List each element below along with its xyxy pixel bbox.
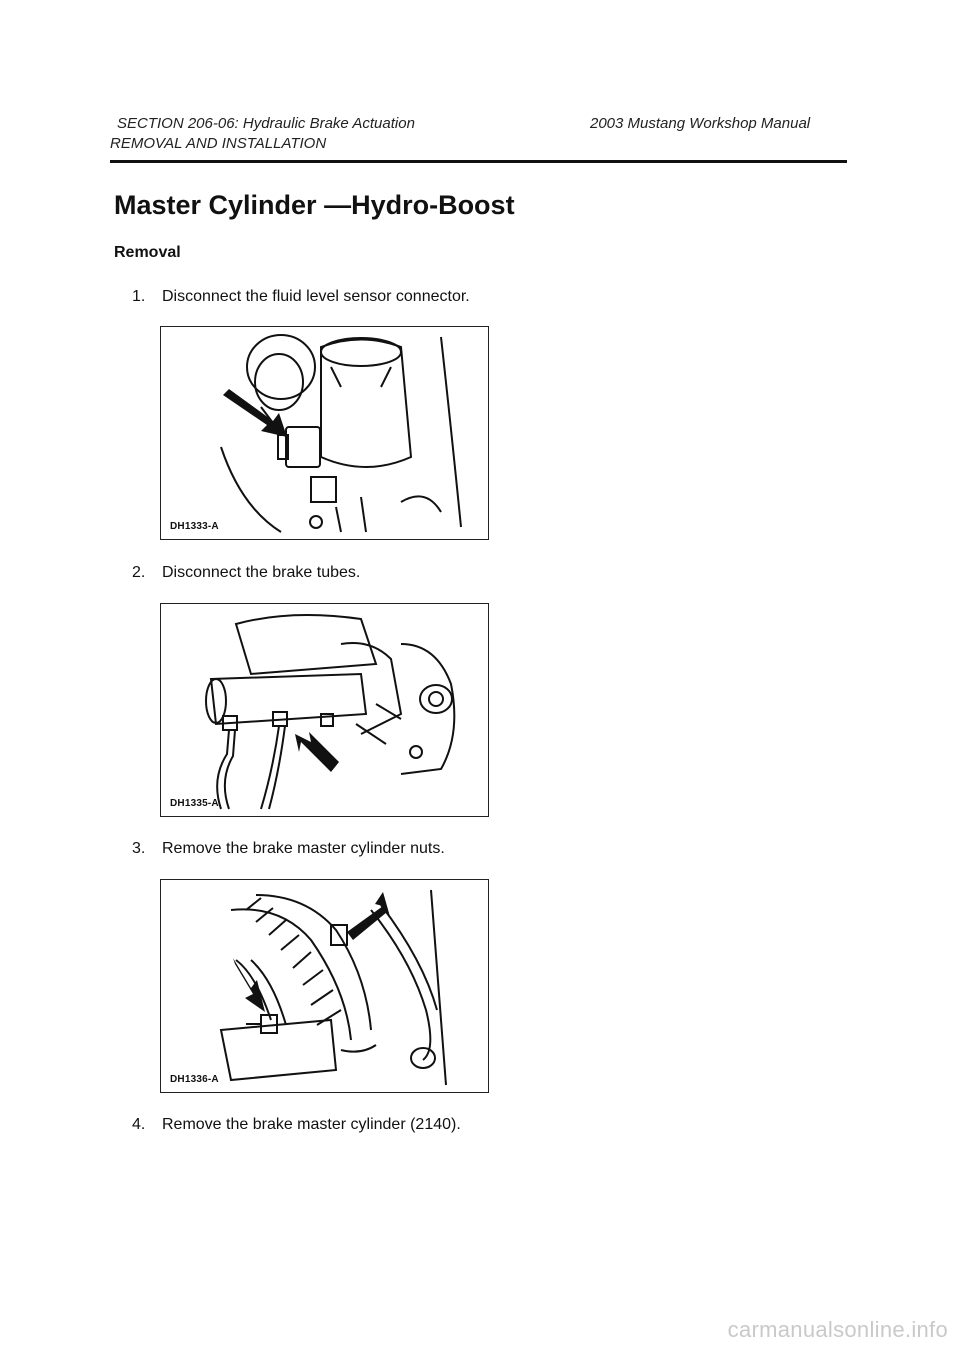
arrow-icon [223,389,287,437]
step-text: Remove the brake master cylinder (2140). [162,1116,461,1133]
step-number: 2. [132,564,146,581]
header-divider [110,160,847,163]
figure-master-cylinder-nuts [160,879,489,1093]
step-number: 1. [132,288,146,305]
step-text: Disconnect the brake tubes. [162,564,361,581]
brake-tubes-illustration [161,604,488,816]
arrow-icon [295,732,339,772]
figure-label: DH1336-A [170,1074,219,1085]
step-number: 3. [132,840,146,857]
header-section-title: SECTION 206-06: Hydraulic Brake Actuation [117,115,415,132]
figure-fluid-level-sensor [160,326,489,540]
figure-label: DH1335-A [170,798,219,809]
figure-brake-tubes [160,603,489,817]
page-title: Master Cylinder —Hydro-Boost [114,190,515,220]
step-number: 4. [132,1116,146,1133]
step-3 [132,840,445,858]
section-subheading: Removal [114,244,181,261]
figure-label: DH1333-A [170,521,219,532]
header-manual-title: 2003 Mustang Workshop Manual [590,115,811,132]
watermark: carmanualsonline.info [727,1317,948,1342]
step-text: Disconnect the fluid level sensor connector. [162,288,470,305]
fluid-sensor-illustration [161,327,488,539]
cylinder-nuts-illustration [161,880,488,1092]
step-2 [132,564,360,582]
arrow-icon [347,892,391,940]
step-4 [132,1116,461,1134]
step-text: Remove the brake master cylinder nuts. [162,840,445,857]
arrow-icon [233,958,265,1012]
header-subtitle: REMOVAL AND INSTALLATION [110,135,327,152]
step-1 [132,288,470,306]
